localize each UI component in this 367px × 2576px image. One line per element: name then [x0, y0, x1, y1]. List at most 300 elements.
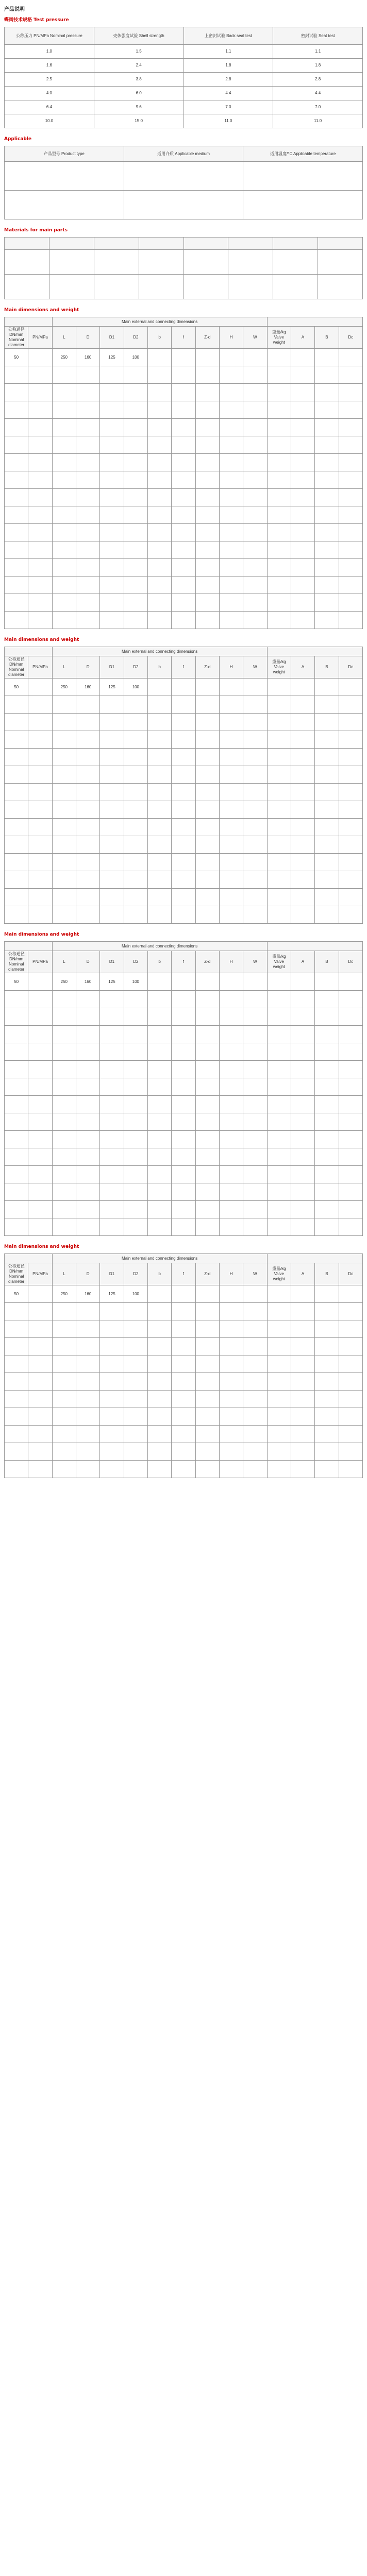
table-cell [339, 1391, 362, 1408]
table-cell [172, 1218, 195, 1236]
table-cell [243, 191, 363, 219]
table-cell [228, 250, 273, 275]
table-cell [5, 1338, 28, 1355]
table-cell [124, 559, 147, 577]
table-cell [100, 1443, 124, 1461]
table-row [5, 991, 363, 1008]
table-cell [315, 854, 339, 871]
table-cell [291, 506, 314, 524]
table-cell [172, 1426, 195, 1443]
table-cell [195, 1148, 219, 1166]
table-cell [267, 594, 291, 612]
table-cell [52, 1026, 76, 1043]
table-cell [76, 784, 99, 801]
table-cell: 1.0 [5, 45, 94, 59]
table-cell [339, 1338, 362, 1355]
column-header: 适用介质 Applicable medium [124, 146, 243, 162]
table-cell [267, 524, 291, 541]
table-cell [76, 714, 99, 731]
table-cell [100, 801, 124, 819]
column-header [184, 238, 228, 250]
table-cell [315, 541, 339, 559]
column-header: L [52, 656, 76, 679]
table-cell [267, 1008, 291, 1026]
table-cell [267, 784, 291, 801]
table-cell [291, 1201, 314, 1218]
table-cell: 2.4 [94, 59, 184, 73]
table-cell [28, 1443, 52, 1461]
table-cell [147, 1131, 171, 1148]
table-cell [124, 366, 147, 384]
table-cell [147, 524, 171, 541]
table-cell [339, 419, 362, 436]
table-cell [315, 559, 339, 577]
table-cell [315, 401, 339, 419]
column-header: B [315, 1263, 339, 1285]
table-row [5, 506, 363, 524]
table-cell [315, 906, 339, 924]
table-cell [219, 454, 243, 471]
table-cell [267, 973, 291, 991]
table-cell [243, 973, 267, 991]
table-cell [172, 714, 195, 731]
table-cell [219, 1355, 243, 1373]
header-spacer [5, 1254, 53, 1263]
table-cell [219, 401, 243, 419]
table-cell [267, 1303, 291, 1320]
table-cell [339, 489, 362, 506]
table-cell [291, 854, 314, 871]
table-cell [76, 1355, 99, 1373]
table-cell [76, 1183, 99, 1201]
table-row [5, 1078, 363, 1096]
table-cell [52, 401, 76, 419]
table-cell [291, 749, 314, 766]
table-cell [291, 836, 314, 854]
table-cell [76, 1166, 99, 1183]
table-cell [76, 1113, 99, 1131]
table-cell [124, 1218, 147, 1236]
table-cell [139, 275, 184, 299]
table-cell [267, 1391, 291, 1408]
table-row [5, 801, 363, 819]
table-cell [184, 250, 228, 275]
table-cell [219, 524, 243, 541]
table-cell [195, 489, 219, 506]
table-cell [267, 1408, 291, 1426]
table-cell [76, 436, 99, 454]
table-cell [195, 1201, 219, 1218]
table-cell [339, 436, 362, 454]
table-row [5, 577, 363, 594]
table-cell [172, 1338, 195, 1355]
table-cell: 11.0 [273, 114, 363, 128]
table-cell [76, 1218, 99, 1236]
table-cell: 6.0 [94, 87, 184, 100]
table-cell [291, 349, 314, 366]
table-cell [219, 1043, 243, 1061]
table-cell [315, 506, 339, 524]
table-cell [28, 696, 52, 714]
table-cell [195, 454, 219, 471]
table-cell [147, 541, 171, 559]
column-header: D1 [100, 327, 124, 349]
table-cell [219, 1285, 243, 1303]
table-row [5, 1026, 363, 1043]
table-cell [243, 1443, 267, 1461]
table-cell [291, 401, 314, 419]
table-cell [339, 679, 362, 696]
table-cell [339, 1026, 362, 1043]
table-cell [76, 766, 99, 784]
table-cell [52, 836, 76, 854]
table-cell [76, 801, 99, 819]
table-cell [100, 1113, 124, 1131]
table-cell [172, 594, 195, 612]
table-cell [267, 906, 291, 924]
table-cell [100, 731, 124, 749]
table-cell [76, 612, 99, 629]
table-cell [5, 1096, 28, 1113]
table-cell [195, 612, 219, 629]
table-cell [339, 889, 362, 906]
table-cell [339, 696, 362, 714]
applicable-table [4, 146, 363, 219]
table-cell [147, 1285, 171, 1303]
table-cell [124, 714, 147, 731]
table-cell [100, 1026, 124, 1043]
table-cell [28, 784, 52, 801]
table-cell [172, 1008, 195, 1026]
table-cell [100, 1355, 124, 1373]
table-cell [291, 1008, 314, 1026]
table-cell [52, 1043, 76, 1061]
table-cell [52, 1373, 76, 1391]
table-cell [172, 436, 195, 454]
table-cell [291, 454, 314, 471]
table-cell [291, 1113, 314, 1131]
table-cell [124, 1148, 147, 1166]
table-cell [76, 541, 99, 559]
table-cell [172, 1043, 195, 1061]
table-row [5, 1008, 363, 1026]
table-cell [184, 275, 228, 299]
table-cell [291, 679, 314, 696]
table-cell [28, 731, 52, 749]
table-cell [100, 1008, 124, 1026]
table-cell [243, 801, 267, 819]
table-cell [267, 1218, 291, 1236]
table-cell [147, 784, 171, 801]
table-cell [100, 1061, 124, 1078]
table-cell [28, 801, 52, 819]
table-row [5, 87, 363, 100]
table-cell [28, 366, 52, 384]
table-cell [339, 1408, 362, 1426]
table-cell [243, 506, 267, 524]
table-cell [100, 1338, 124, 1355]
table-cell [315, 594, 339, 612]
table-cell [52, 1338, 76, 1355]
table-cell [315, 1391, 339, 1408]
table-cell [219, 366, 243, 384]
table-cell [315, 524, 339, 541]
table-cell [28, 419, 52, 436]
table-cell [76, 696, 99, 714]
table-cell [147, 801, 171, 819]
table-cell [52, 1408, 76, 1426]
table-cell [147, 1096, 171, 1113]
table-cell [124, 162, 243, 191]
table-cell [76, 524, 99, 541]
table-cell [28, 401, 52, 419]
table-cell [52, 1218, 76, 1236]
table-cell [195, 714, 219, 731]
table-cell [267, 577, 291, 594]
table-cell [291, 1285, 314, 1303]
table-cell [291, 1443, 314, 1461]
table-cell [172, 801, 195, 819]
table-cell [291, 384, 314, 401]
table-cell [243, 991, 267, 1008]
table-cell [52, 419, 76, 436]
table-cell [172, 1061, 195, 1078]
table-cell [243, 1096, 267, 1113]
test-pressure-section [4, 16, 363, 128]
table-cell [315, 1183, 339, 1201]
column-header: D2 [124, 951, 147, 973]
table-cell [5, 577, 28, 594]
table-cell [172, 889, 195, 906]
table-cell: 1.5 [94, 45, 184, 59]
table-cell [124, 1426, 147, 1443]
table-cell [219, 1061, 243, 1078]
table-cell [315, 731, 339, 749]
table-cell [76, 401, 99, 419]
table-cell [76, 506, 99, 524]
table-cell [28, 1426, 52, 1443]
table-cell [100, 1426, 124, 1443]
table-cell: 1.6 [5, 59, 94, 73]
table-cell [315, 1373, 339, 1391]
table-cell [243, 854, 267, 871]
table-cell [315, 1408, 339, 1426]
table-cell [124, 577, 147, 594]
table-cell [124, 906, 147, 924]
table-cell [28, 559, 52, 577]
column-header: b [147, 951, 171, 973]
table-cell [5, 1026, 28, 1043]
column-header: b [147, 1263, 171, 1285]
table-cell [147, 973, 171, 991]
table-cell [28, 1218, 52, 1236]
table-cell [339, 1078, 362, 1096]
table-cell [243, 489, 267, 506]
table-cell [100, 819, 124, 836]
table-row [5, 1373, 363, 1391]
table-cell [147, 1061, 171, 1078]
table-row [5, 454, 363, 471]
table-cell [147, 1373, 171, 1391]
table-cell [28, 1061, 52, 1078]
table-cell [124, 836, 147, 854]
dimension-title: Main dimensions and weight [4, 308, 79, 313]
table-cell [315, 749, 339, 766]
table-cell [243, 1008, 267, 1026]
table-cell [76, 419, 99, 436]
table-cell [28, 1303, 52, 1320]
table-cell [147, 1218, 171, 1236]
table-cell [315, 973, 339, 991]
table-cell [219, 889, 243, 906]
table-cell [100, 766, 124, 784]
table-cell [243, 1461, 267, 1478]
table-cell [100, 366, 124, 384]
table-cell [100, 991, 124, 1008]
table-cell [76, 1078, 99, 1096]
table-cell [5, 401, 28, 419]
table-row [5, 471, 363, 489]
table-cell [124, 454, 147, 471]
table-cell [267, 696, 291, 714]
table-cell [339, 559, 362, 577]
table-cell [5, 419, 28, 436]
table-cell: 1.8 [184, 59, 273, 73]
table-cell [267, 1183, 291, 1201]
table-cell [195, 766, 219, 784]
table-cell [195, 401, 219, 419]
table-cell [124, 1391, 147, 1408]
table-cell [52, 784, 76, 801]
table-cell [52, 1303, 76, 1320]
table-cell: 250 [52, 973, 76, 991]
table-cell: 250 [52, 1285, 76, 1303]
table-row [5, 1183, 363, 1201]
table-cell [28, 436, 52, 454]
table-cell [339, 766, 362, 784]
column-header: PN/MPa [28, 656, 52, 679]
table-cell [267, 541, 291, 559]
table-cell [219, 1408, 243, 1426]
table-cell [339, 1218, 362, 1236]
table-cell [172, 419, 195, 436]
table-cell [147, 679, 171, 696]
table-cell [291, 1426, 314, 1443]
group-header: Main external and connecting dimensions [52, 942, 267, 951]
table-cell [147, 506, 171, 524]
table-cell [124, 419, 147, 436]
table-cell [147, 1183, 171, 1201]
table-cell [147, 1303, 171, 1320]
table-cell [124, 524, 147, 541]
table-row [5, 1043, 363, 1061]
table-cell [28, 1285, 52, 1303]
table-cell [172, 1391, 195, 1408]
table-cell [124, 889, 147, 906]
table-cell [315, 1443, 339, 1461]
table-cell [195, 1391, 219, 1408]
table-row [5, 1320, 363, 1338]
table-cell [124, 1008, 147, 1026]
table-cell [243, 366, 267, 384]
column-header: W [243, 327, 267, 349]
table-cell [100, 906, 124, 924]
table-row [5, 749, 363, 766]
table-cell [315, 349, 339, 366]
table-cell [5, 819, 28, 836]
table-cell [315, 436, 339, 454]
table-cell [267, 506, 291, 524]
table-cell [5, 559, 28, 577]
table-cell [172, 366, 195, 384]
table-cell [315, 714, 339, 731]
table-cell [243, 349, 267, 366]
table-cell [267, 766, 291, 784]
table-cell [219, 1008, 243, 1026]
table-cell [124, 766, 147, 784]
table-cell [219, 1303, 243, 1320]
table-cell [267, 801, 291, 819]
table-cell [195, 559, 219, 577]
table-cell [28, 749, 52, 766]
table-cell [195, 1166, 219, 1183]
table-cell [172, 1183, 195, 1201]
table-cell [195, 1355, 219, 1373]
column-header: f [172, 1263, 195, 1285]
table-cell: 50 [5, 679, 28, 696]
table-cell [291, 801, 314, 819]
table-cell [28, 612, 52, 629]
column-header: W [243, 1263, 267, 1285]
table-cell [243, 524, 267, 541]
table-cell: 160 [76, 349, 99, 366]
table-cell [28, 1026, 52, 1043]
table-cell [52, 1201, 76, 1218]
table-cell [124, 1201, 147, 1218]
table-cell [339, 471, 362, 489]
table-cell [28, 384, 52, 401]
table-cell [267, 854, 291, 871]
column-header: A [291, 656, 314, 679]
dimension-table [4, 317, 363, 629]
table-cell [147, 577, 171, 594]
table-cell [28, 1113, 52, 1131]
table-cell [315, 419, 339, 436]
table-cell [273, 250, 318, 275]
table-cell [315, 1426, 339, 1443]
table-cell [5, 524, 28, 541]
table-cell [172, 559, 195, 577]
table-cell [315, 471, 339, 489]
column-header: Dc [339, 327, 362, 349]
table-cell [315, 612, 339, 629]
table-cell [243, 1043, 267, 1061]
group-header: Main external and connecting dimensions [52, 1254, 267, 1263]
table-cell: 125 [100, 973, 124, 991]
table-cell [172, 541, 195, 559]
table-cell [5, 1061, 28, 1078]
table-cell [100, 506, 124, 524]
table-cell [273, 275, 318, 299]
table-cell [52, 889, 76, 906]
column-header: D1 [100, 951, 124, 973]
table-cell [195, 471, 219, 489]
table-cell [267, 1113, 291, 1131]
table-cell [5, 384, 28, 401]
table-cell [172, 854, 195, 871]
table-row [5, 191, 363, 219]
table-cell [172, 1113, 195, 1131]
